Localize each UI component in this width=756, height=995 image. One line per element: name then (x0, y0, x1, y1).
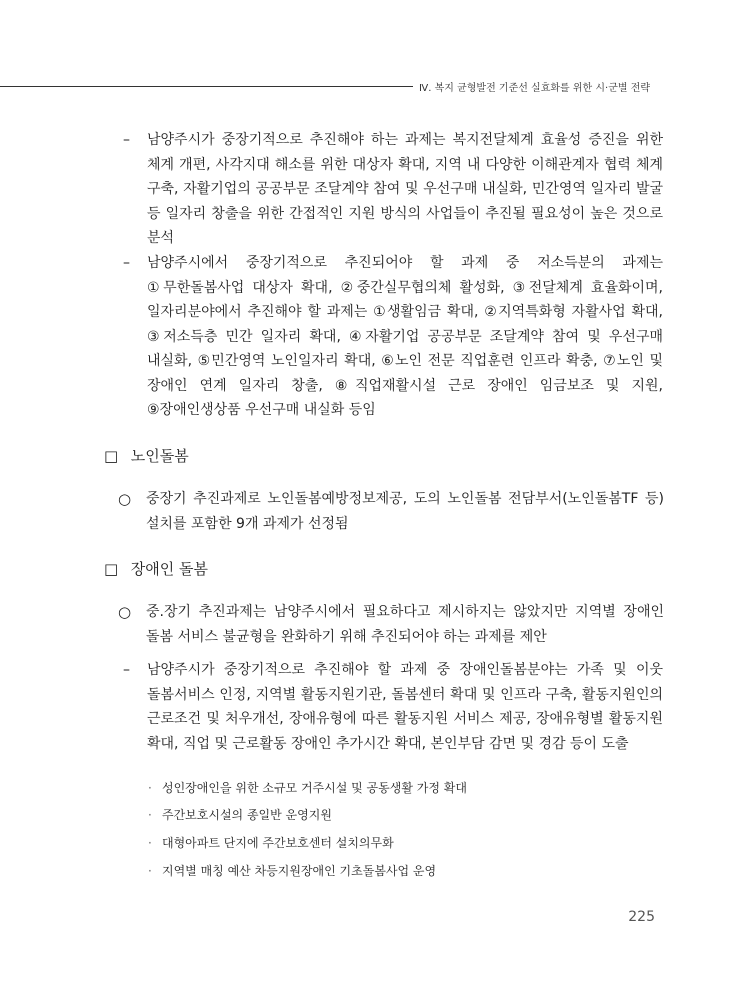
section-heading-disabled-care (104, 557, 664, 581)
page-number: 225 (628, 909, 655, 925)
circle-marker: ○ (118, 603, 132, 621)
circle-item-elderly (118, 487, 664, 537)
running-header: Ⅳ. 복지 균형발전 기준선 실효화를 위한 시·군별 전략 (419, 83, 651, 94)
bullet-item (148, 862, 436, 880)
bullet-marker: · (148, 808, 152, 822)
dash-item-strategy (123, 128, 663, 251)
bullet-text: 성인장애인을 위한 소규모 거주시설 및 공동생활 가정 확대 (162, 781, 467, 795)
dash-item-text: 남양주시에서 중장기적으로 추진되어야 할 과제 중 저소득분의 과제는 ①무한돌봄사업 대상자 확대, ②중간실무협의체 활성화, ③전달체계 효율화이며, 일자리분야에서 추진해야 할 과제는 ①생활임금 확대, ②지역특화형 자활사업 확대, ③저소득층 민간 일자리 확대, ④자활기업 공공부문 조달계약 참여 및 우선구매 내실화, ⑤민간영역 노인일자리 확대, ⑥노인 전문 직업훈련 인프라 확충, ⑦노인 및 장애인 연계 일자리 창출, ⑧직업재활시설 근로 장애인 임금보조 및 지원, ⑨장애인생상품 우선구매 내실화 등임 (147, 255, 663, 418)
dash-item-text: 남양주시가 중장기적으로 추진해야 할 과제 중 장애인돌봄분야는 가족 및 이웃 돌봄서비스 인정, 지역별 활동지원기관, 돌봄센터 확대 및 인프라 구축, 활동지원인의 근로조건 및 처우개선, 장애유형에 따른 활동지원 서비스 제공, 장애유형별 활동지원 확대, 직업 및 근로활동 장애인 추가시간 확대, 본인부담 감면 및 경감 등이 도출 (147, 662, 663, 752)
bullet-item (148, 806, 332, 824)
bullet-marker: · (148, 781, 152, 795)
circle-marker: ○ (118, 490, 132, 508)
dash-marker: – (123, 132, 130, 148)
bullet-item (148, 834, 394, 852)
bullet-item (148, 779, 467, 797)
bullet-text: 주간보호시설의 종일반 운영지원 (162, 808, 332, 822)
dash-marker: – (123, 662, 130, 678)
section-heading-elderly-care (104, 444, 664, 468)
circle-item-text: 중장기 추진과제로 노인돌봄예방정보제공, 도의 노인돌봄 전담부서(노인돌봄TF 등) 설치를 포함한 9개 과제가 선정됨 (146, 491, 664, 532)
circle-item-text: 중.장기 추진과제는 남양주시에서 필요하다고 제시하지는 않았지만 지역별 장애인 돌봄 서비스 불균형을 완화하기 위해 추진되어야 하는 과제를 제안 (146, 604, 664, 645)
section-title: 노인돌봄 (130, 447, 189, 465)
dash-item-tasks (123, 251, 663, 423)
bullet-text: 대형아파트 단지에 주간보호센터 설치의무화 (162, 836, 394, 850)
dash-item-text: 남양주시가 중장기적으로 추진해야 하는 과제는 복지전달체계 효율성 증진을 위한 체계 개편, 사각지대 해소를 위한 대상자 확대, 지역 내 다양한 이해관계자 협력 체계 구축, 자활기업의 공공부문 조달계약 참여 및 우선구매 내실화, 민간영역 일자리 발굴 등 일자리 창출을 위한 간접적인 지원 방식의 사업들이 추진될 필요성이 높은 것으로 분석 (147, 132, 663, 246)
dash-item-disabled-tasks (123, 658, 663, 756)
section-box-marker: □ (104, 560, 119, 578)
bullet-marker: · (148, 836, 152, 850)
circle-item-disabled (118, 600, 664, 650)
section-title: 장애인 돌봄 (130, 560, 208, 578)
section-box-marker: □ (104, 447, 119, 465)
bullet-text: 지역별 매칭 예산 차등지원장애인 기초돌봄사업 운영 (162, 864, 437, 878)
dash-marker: – (123, 255, 130, 271)
header-rule (0, 86, 413, 87)
bullet-marker: · (148, 864, 152, 878)
